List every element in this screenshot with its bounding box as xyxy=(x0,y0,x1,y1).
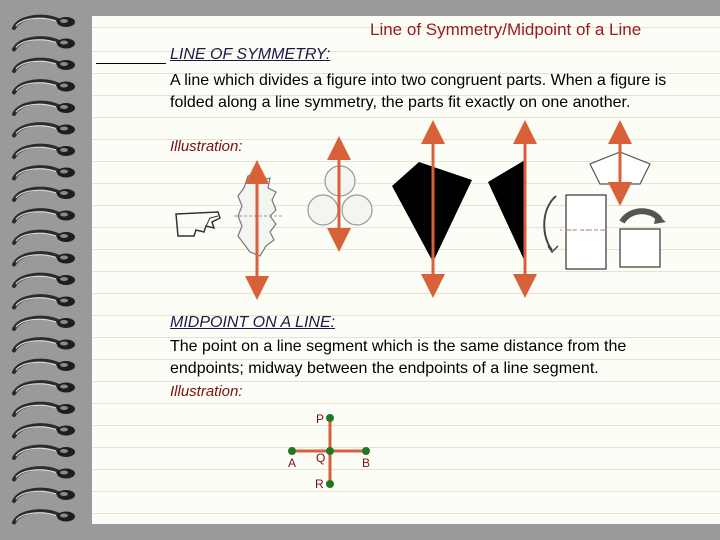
midpoint-definition: The point on a line segment which is the same distance from the endpoints; midway between the endpoints of a line segment. xyxy=(170,338,627,377)
rectangle-figure xyxy=(560,195,610,269)
gear-shape-figure xyxy=(234,172,282,288)
trefoil-figure xyxy=(308,148,372,240)
point-p-dot xyxy=(326,414,334,422)
point-r-label: R xyxy=(315,477,324,491)
folded-paper-figure xyxy=(176,212,220,236)
half-triangle-figure xyxy=(488,132,525,286)
slide-title: Line of Symmetry/Midpoint of a Line xyxy=(370,20,642,39)
midpoint-heading: MIDPOINT ON A LINE: xyxy=(170,314,336,331)
midpoint-illustration-label: Illustration: xyxy=(170,383,243,400)
point-a-label: A xyxy=(288,456,297,470)
point-b-dot xyxy=(362,447,370,455)
pentagon-figure xyxy=(590,132,650,194)
point-b-label: B xyxy=(362,456,371,470)
fold-curve-figure xyxy=(544,196,558,252)
point-q-label: Q xyxy=(316,451,326,465)
symmetry-heading: LINE OF SYMMETRY: xyxy=(170,46,331,63)
symmetry-illustration-label: Illustration: xyxy=(170,138,243,155)
point-p-label: P xyxy=(316,412,325,426)
kite-figure xyxy=(392,132,472,286)
midpoint-diagram xyxy=(288,412,370,491)
symmetry-definition: A line which divides a figure into two congruent parts. When a figure is folded along a line symmetry, the parts fit exactly on one another. xyxy=(170,72,667,111)
point-r-dot xyxy=(326,480,334,488)
point-q-dot xyxy=(326,447,334,455)
point-a-dot xyxy=(288,447,296,455)
square-figure xyxy=(620,211,666,267)
